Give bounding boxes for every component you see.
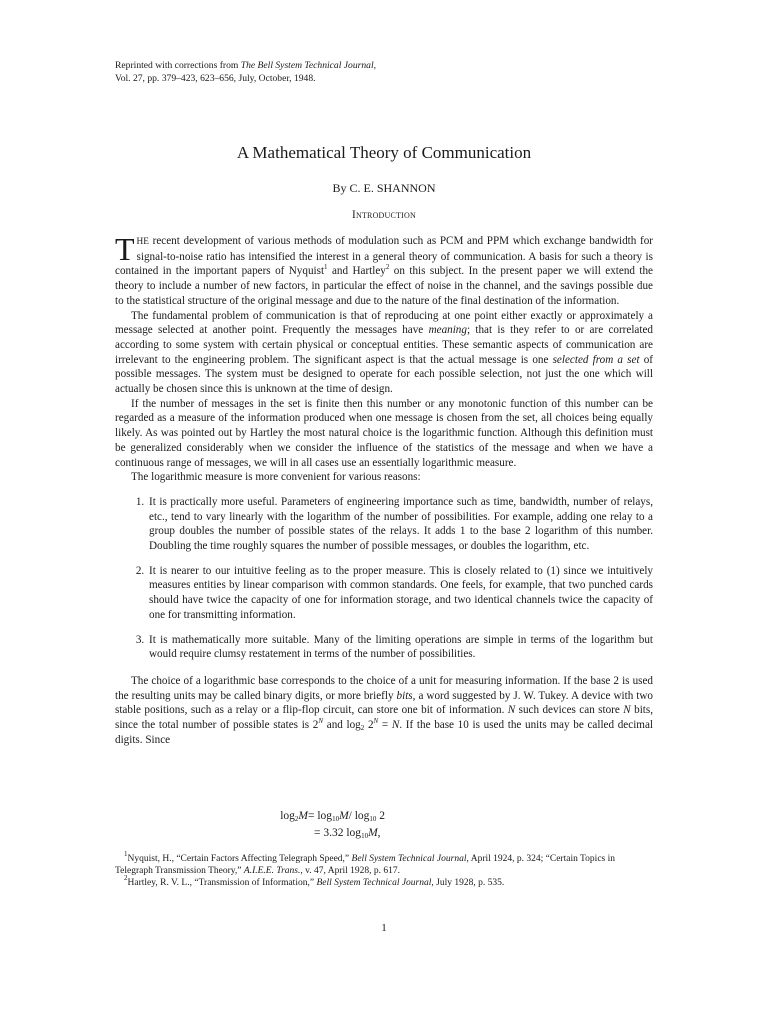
paragraph-2: The fundamental problem of communication is that of reproducing at one point either exactly or approximately a message selected at another point. Frequently the messages have meaning; that is they refer to or are correlated according to some system with certain physical or conceptual entities. These semantic aspects of communication are irrelevant to the engineering problem. The significant aspect is that the actual message is one selected from a set of possible messages. The system must be designed to operate for each possible selection, not just the one which will actually be chosen since this is unknown at the time of design. bbox=[115, 309, 653, 396]
body-text bbox=[115, 231, 654, 748]
equation-rhs-1: = $\log_{10}M/$ $\log_{10} 2$ bbox=[308, 810, 386, 823]
section-heading: Introduction bbox=[352, 209, 416, 221]
paper-title: A Mathematical Theory of Communication bbox=[236, 143, 532, 162]
reprint-line-2: Vol. 27, pp. 379–423, 623–656, July, October, 1948. bbox=[115, 72, 316, 84]
list-item: 2. It is nearer to our intuitive feeling as to the proper measure. This is closely related to (1) since we intuitively measures entities by linear comparison with common standards. One feels, for example, that two punched cards should have twice the capacity of one for information storage, and two identical channels twice the capacity of one for transmitting information. bbox=[147, 564, 653, 623]
reprint-line-1: Reprinted with corrections from The Bell System Technical Journal, bbox=[115, 60, 377, 71]
paragraph-3: If the number of messages in the set is finite then this number or any monotonic function of this number can be regarded as a measure of the information produced when one message is chosen from the set, all choices being equally likely. As was pointed out by Hartley the most natural choice is the logarithmic function. Although this definition must be generalized considerably when we consider the influence of the statistics of the message and when we have a continuous range of messages, we will in all cases use an essentially logarithmic measure. bbox=[115, 397, 653, 469]
footnote-2: $^2$Hartley, R. V. L., “Transmission of Information,” Bell System Technical Journal, July 1928, p. 535. bbox=[124, 874, 505, 888]
footnotes bbox=[115, 850, 653, 889]
equation-lhs: $\log_2M$ bbox=[280, 810, 308, 823]
journal-name: The Bell System Technical Journal, bbox=[240, 60, 377, 71]
reasons-list bbox=[115, 495, 653, 662]
reprint-note bbox=[115, 60, 376, 85]
paper-page bbox=[115, 0, 653, 1024]
paper-author: By C. E. SHANNON bbox=[332, 181, 436, 195]
footnote-ref-1[interactable]: 1 bbox=[324, 263, 328, 272]
page-number: 1 bbox=[381, 922, 387, 934]
footnote-1: $^1$Nyquist, H., “Certain Factors Affecting Telegraph Speed,” Bell System Technical Journal, April 1924, p. 324; “Certain Topics in Telegraph Transmission Theory,” A.I.E.E. Trans., v. 47, April 1928, p. 617. bbox=[115, 850, 615, 876]
equation-rhs-2: = 3.32 $\log_{10}M$, bbox=[314, 827, 381, 840]
footnote-ref-2[interactable]: 2 bbox=[385, 263, 390, 272]
list-item: 3. It is mathematically more suitable. Many of the limiting operations are simple in terms of the logarithm but would require clumsy restatement in terms of the number of possibilities. bbox=[147, 633, 653, 662]
paragraph-5: The choice of a logarithmic base corresponds to the choice of a unit for measuring information. If the base 2 is used the resulting units may be called binary digits, or more briefly bits, a word suggested by J. W. Tukey. A device with two stable positions, such as a relay or a flip-flop circuit, can store one bit of information. N such devices can store N bits, since the total number of possible states is $2^N$ and $\log_2 2^N = N$. If the base 10 is used the units may be called decimal digits. Since bbox=[115, 674, 654, 746]
list-item: 1. It is practically more useful. Parameters of engineering importance such as time, bandwidth, number of relays, etc., tend to vary linearly with the logarithm of the number of possibilities. For example, adding one relay to a group doubles the number of possible states of the relays. It adds 1 to the base 2 logarithm of this number. Doubling the time roughly squares the number of possible messages, or doubles the logarithm, etc. bbox=[147, 495, 653, 554]
drop-cap: T bbox=[115, 231, 135, 267]
paragraph-4: The logarithmic measure is more convenient for various reasons: bbox=[131, 471, 421, 484]
paragraph-1: THE recent development of various methods of modulation such as PCM and PPM which exchange bandwidth for signal-to-noise ratio has intensified the interest in a general theory of communication. A basis for such a theory is contained in the important papers of Nyquist$^1$ and Hartley$^2$ on this subject. In the present paper we will extend the theory to include a number of new factors, in particular the effect of noise in the channel, and the savings possible due to the statistical structure of the original message and due to the nature of the final destination of the information. bbox=[115, 231, 653, 307]
